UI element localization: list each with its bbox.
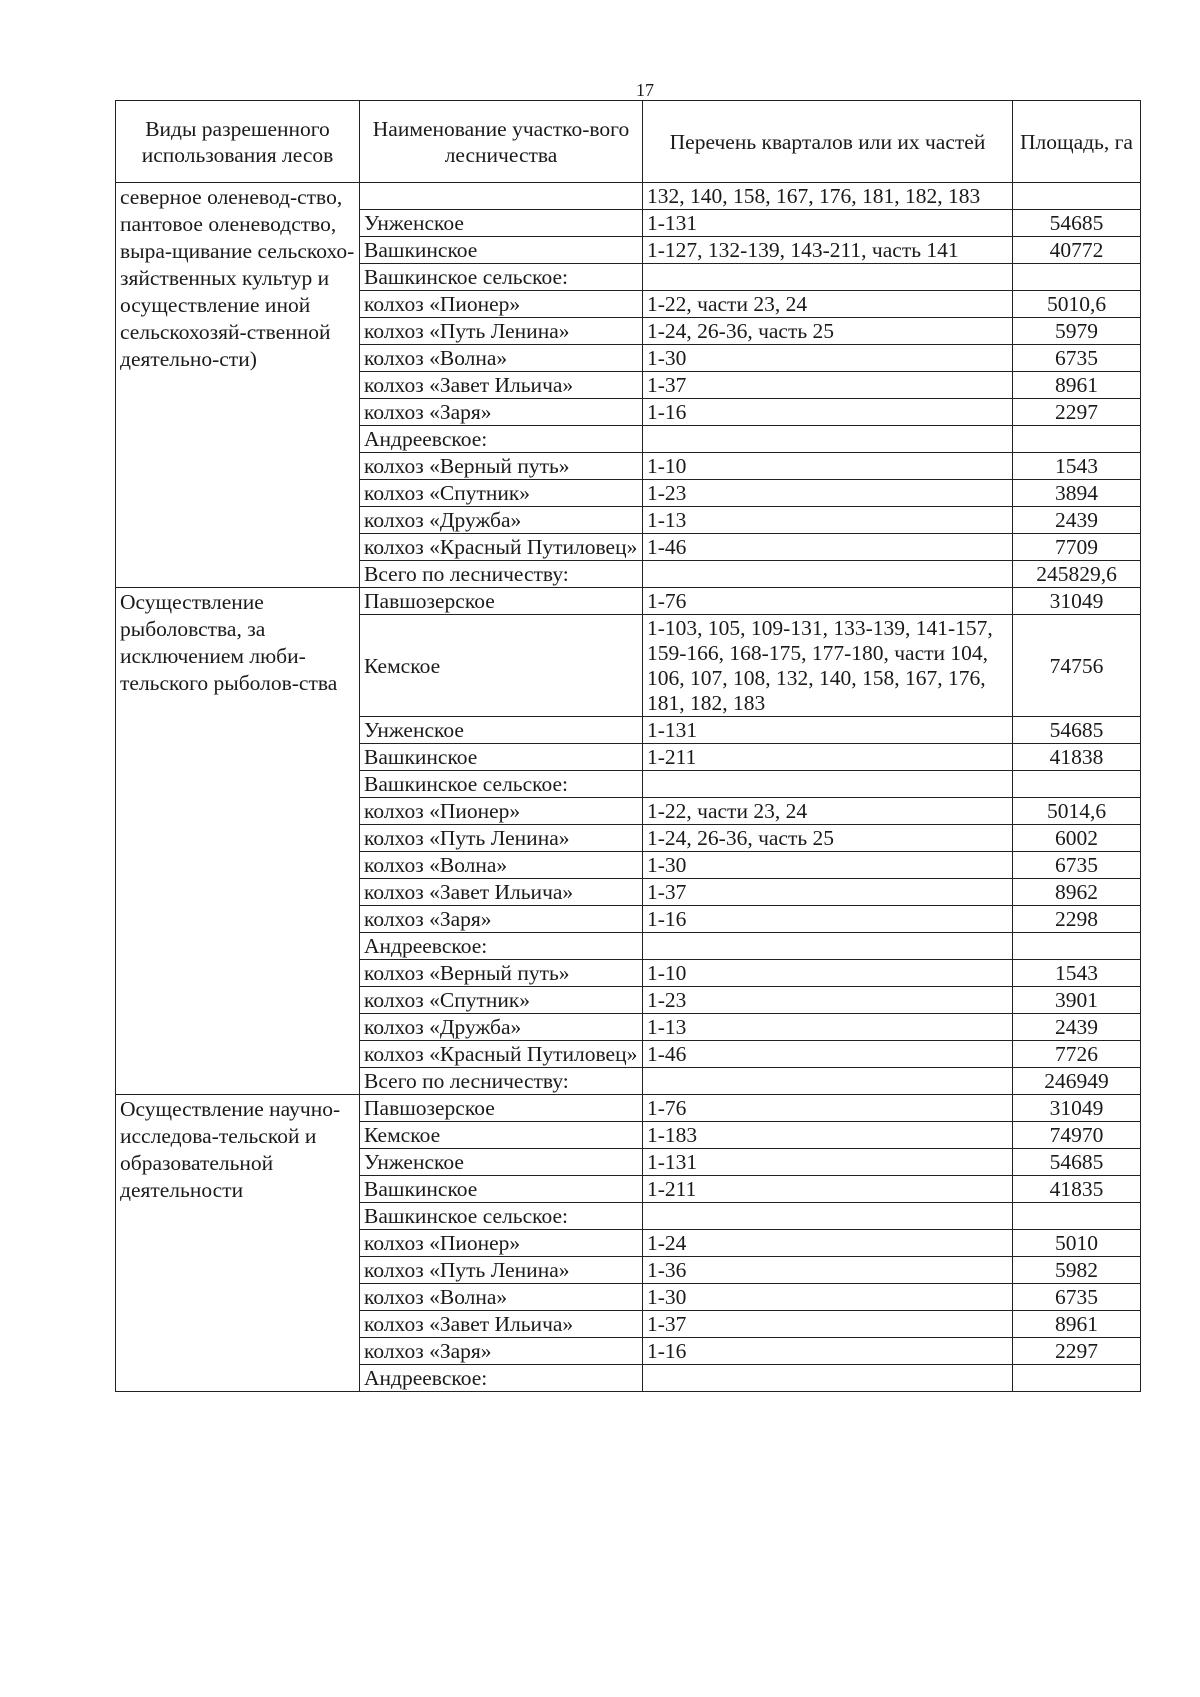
area-cell: 3894 — [1013, 480, 1141, 507]
forestry-name-cell: Кемское — [360, 615, 643, 717]
forestry-name-cell: Андреевское: — [360, 933, 643, 960]
quarters-cell: 1-13 — [643, 507, 1013, 534]
forestry-name-cell: колхоз «Волна» — [360, 345, 643, 372]
area-cell: 2298 — [1013, 906, 1141, 933]
area-cell: 5010 — [1013, 1230, 1141, 1257]
forestry-name-cell: колхоз «Дружба» — [360, 1014, 643, 1041]
forestry-name-cell: Кемское — [360, 1122, 643, 1149]
forestry-name-cell: колхоз «Волна» — [360, 852, 643, 879]
forestry-name-cell: Вашкинское сельское: — [360, 771, 643, 798]
area-cell: 54685 — [1013, 1149, 1141, 1176]
quarters-cell — [643, 1365, 1013, 1392]
forestry-name-cell — [360, 183, 643, 210]
quarters-cell: 1-37 — [643, 372, 1013, 399]
header-name: Наименование участко-вого лесничества — [360, 101, 643, 183]
area-cell: 2297 — [1013, 1338, 1141, 1365]
quarters-cell: 1-183 — [643, 1122, 1013, 1149]
forestry-name-cell: колхоз «Пионер» — [360, 1230, 643, 1257]
area-cell: 54685 — [1013, 717, 1141, 744]
table-body — [116, 183, 1141, 1392]
header-use: Виды разрешенного использования лесов — [116, 101, 360, 183]
area-cell: 7726 — [1013, 1041, 1141, 1068]
forestry-name-cell: колхоз «Завет Ильича» — [360, 879, 643, 906]
table-row — [116, 1095, 1141, 1122]
quarters-cell: 1-36 — [643, 1257, 1013, 1284]
forestry-name-cell: колхоз «Заря» — [360, 399, 643, 426]
forestry-name-cell: колхоз «Верный путь» — [360, 453, 643, 480]
area-cell: 1543 — [1013, 960, 1141, 987]
use-type-cell: северное оленевод-ство, пантовое оленеводство, выра-щивание сельскохо-зяйственных культур и осуществление иной сельскохозяй-ственной деятельно-сти) — [116, 183, 360, 588]
area-cell: 2297 — [1013, 399, 1141, 426]
area-cell: 5014,6 — [1013, 798, 1141, 825]
quarters-cell: 1-30 — [643, 1284, 1013, 1311]
area-cell: 7709 — [1013, 534, 1141, 561]
use-type-cell: Осуществление научно-исследова-тельской и образовательной деятельности — [116, 1095, 360, 1392]
quarters-cell: 1-16 — [643, 399, 1013, 426]
forestry-name-cell: Всего по лесничеству: — [360, 561, 643, 588]
forestry-name-cell: колхоз «Красный Путиловец» — [360, 1041, 643, 1068]
area-cell: 6735 — [1013, 345, 1141, 372]
quarters-cell: 1-37 — [643, 879, 1013, 906]
quarters-cell: 1-30 — [643, 345, 1013, 372]
area-cell: 54685 — [1013, 210, 1141, 237]
area-cell: 40772 — [1013, 237, 1141, 264]
forestry-name-cell: колхоз «Путь Ленина» — [360, 1257, 643, 1284]
quarters-cell: 1-23 — [643, 987, 1013, 1014]
quarters-cell — [643, 561, 1013, 588]
quarters-cell: 1-10 — [643, 960, 1013, 987]
forestry-name-cell: Вашкинское — [360, 237, 643, 264]
forestry-name-cell: колхоз «Дружба» — [360, 507, 643, 534]
forestry-name-cell: колхоз «Спутник» — [360, 480, 643, 507]
quarters-cell: 1-13 — [643, 1014, 1013, 1041]
forestry-name-cell: Павшозерское — [360, 1095, 643, 1122]
area-cell: 41838 — [1013, 744, 1141, 771]
area-cell: 246949 — [1013, 1068, 1141, 1095]
forest-use-table — [115, 100, 1141, 1392]
forestry-name-cell: колхоз «Пионер» — [360, 291, 643, 318]
forestry-name-cell: колхоз «Волна» — [360, 1284, 643, 1311]
quarters-cell: 1-131 — [643, 1149, 1013, 1176]
area-cell — [1013, 933, 1141, 960]
quarters-cell: 1-103, 105, 109-131, 133-139, 141-157, 159-166, 168-175, 177-180, части 104, 106, 107, 108, 132, 140, 158, 167, 176, 181, 182, 183 — [643, 615, 1013, 717]
quarters-cell: 1-76 — [643, 1095, 1013, 1122]
quarters-cell: 1-46 — [643, 1041, 1013, 1068]
area-cell: 8962 — [1013, 879, 1141, 906]
forestry-name-cell: колхоз «Заря» — [360, 1338, 643, 1365]
area-cell: 8961 — [1013, 1311, 1141, 1338]
area-cell — [1013, 183, 1141, 210]
area-cell — [1013, 264, 1141, 291]
area-cell: 41835 — [1013, 1176, 1141, 1203]
forestry-name-cell: колхоз «Заря» — [360, 906, 643, 933]
forestry-name-cell: Вашкинское сельское: — [360, 1203, 643, 1230]
area-cell: 31049 — [1013, 588, 1141, 615]
quarters-cell: 132, 140, 158, 167, 176, 181, 182, 183 — [643, 183, 1013, 210]
area-cell: 6002 — [1013, 825, 1141, 852]
quarters-cell — [643, 1068, 1013, 1095]
quarters-cell: 1-16 — [643, 1338, 1013, 1365]
area-cell: 245829,6 — [1013, 561, 1141, 588]
use-type-cell: Осуществление рыболовства, за исключением люби-тельского рыболов-ства — [116, 588, 360, 1095]
quarters-cell: 1-24 — [643, 1230, 1013, 1257]
area-cell: 6735 — [1013, 852, 1141, 879]
area-cell — [1013, 1203, 1141, 1230]
quarters-cell — [643, 1203, 1013, 1230]
quarters-cell: 1-211 — [643, 1176, 1013, 1203]
quarters-cell: 1-131 — [643, 210, 1013, 237]
area-cell — [1013, 771, 1141, 798]
area-cell: 5979 — [1013, 318, 1141, 345]
area-cell: 74756 — [1013, 615, 1141, 717]
quarters-cell: 1-30 — [643, 852, 1013, 879]
quarters-cell — [643, 426, 1013, 453]
quarters-cell: 1-22, части 23, 24 — [643, 291, 1013, 318]
forestry-name-cell: колхоз «Пионер» — [360, 798, 643, 825]
area-cell: 31049 — [1013, 1095, 1141, 1122]
page-number: 17 — [636, 80, 654, 100]
forestry-name-cell: Вашкинское сельское: — [360, 264, 643, 291]
forestry-name-cell: колхоз «Завет Ильича» — [360, 1311, 643, 1338]
quarters-cell: 1-24, 26-36, часть 25 — [643, 825, 1013, 852]
area-cell: 2439 — [1013, 507, 1141, 534]
area-cell: 8961 — [1013, 372, 1141, 399]
table-row — [116, 588, 1141, 615]
forestry-name-cell: колхоз «Путь Ленина» — [360, 825, 643, 852]
forestry-name-cell: Андреевское: — [360, 1365, 643, 1392]
forestry-name-cell: Андреевское: — [360, 426, 643, 453]
area-cell: 3901 — [1013, 987, 1141, 1014]
quarters-cell: 1-16 — [643, 906, 1013, 933]
forestry-name-cell: колхоз «Путь Ленина» — [360, 318, 643, 345]
quarters-cell: 1-76 — [643, 588, 1013, 615]
forestry-name-cell: Унженское — [360, 210, 643, 237]
header-area: Площадь, га — [1013, 101, 1141, 183]
forestry-name-cell: колхоз «Верный путь» — [360, 960, 643, 987]
area-cell — [1013, 1365, 1141, 1392]
forestry-name-cell: колхоз «Завет Ильича» — [360, 372, 643, 399]
quarters-cell: 1-37 — [643, 1311, 1013, 1338]
area-cell: 2439 — [1013, 1014, 1141, 1041]
quarters-cell — [643, 771, 1013, 798]
area-cell: 6735 — [1013, 1284, 1141, 1311]
forestry-name-cell: Всего по лесничеству: — [360, 1068, 643, 1095]
table-row — [116, 183, 1141, 210]
quarters-cell — [643, 933, 1013, 960]
quarters-cell: 1-211 — [643, 744, 1013, 771]
forestry-name-cell: колхоз «Красный Путиловец» — [360, 534, 643, 561]
quarters-cell: 1-127, 132-139, 143-211, часть 141 — [643, 237, 1013, 264]
area-cell — [1013, 426, 1141, 453]
forestry-name-cell: Вашкинское — [360, 744, 643, 771]
forestry-name-cell: Вашкинское — [360, 1176, 643, 1203]
quarters-cell: 1-22, части 23, 24 — [643, 798, 1013, 825]
quarters-cell: 1-10 — [643, 453, 1013, 480]
forestry-name-cell: Павшозерское — [360, 588, 643, 615]
quarters-cell: 1-131 — [643, 717, 1013, 744]
quarters-cell — [643, 264, 1013, 291]
quarters-cell: 1-46 — [643, 534, 1013, 561]
forestry-name-cell: Унженское — [360, 717, 643, 744]
area-cell: 74970 — [1013, 1122, 1141, 1149]
forestry-name-cell: Унженское — [360, 1149, 643, 1176]
area-cell: 5010,6 — [1013, 291, 1141, 318]
quarters-cell: 1-24, 26-36, часть 25 — [643, 318, 1013, 345]
quarters-cell: 1-23 — [643, 480, 1013, 507]
area-cell: 5982 — [1013, 1257, 1141, 1284]
area-cell: 1543 — [1013, 453, 1141, 480]
forestry-name-cell: колхоз «Спутник» — [360, 987, 643, 1014]
header-quarters: Перечень кварталов или их частей — [643, 101, 1013, 183]
